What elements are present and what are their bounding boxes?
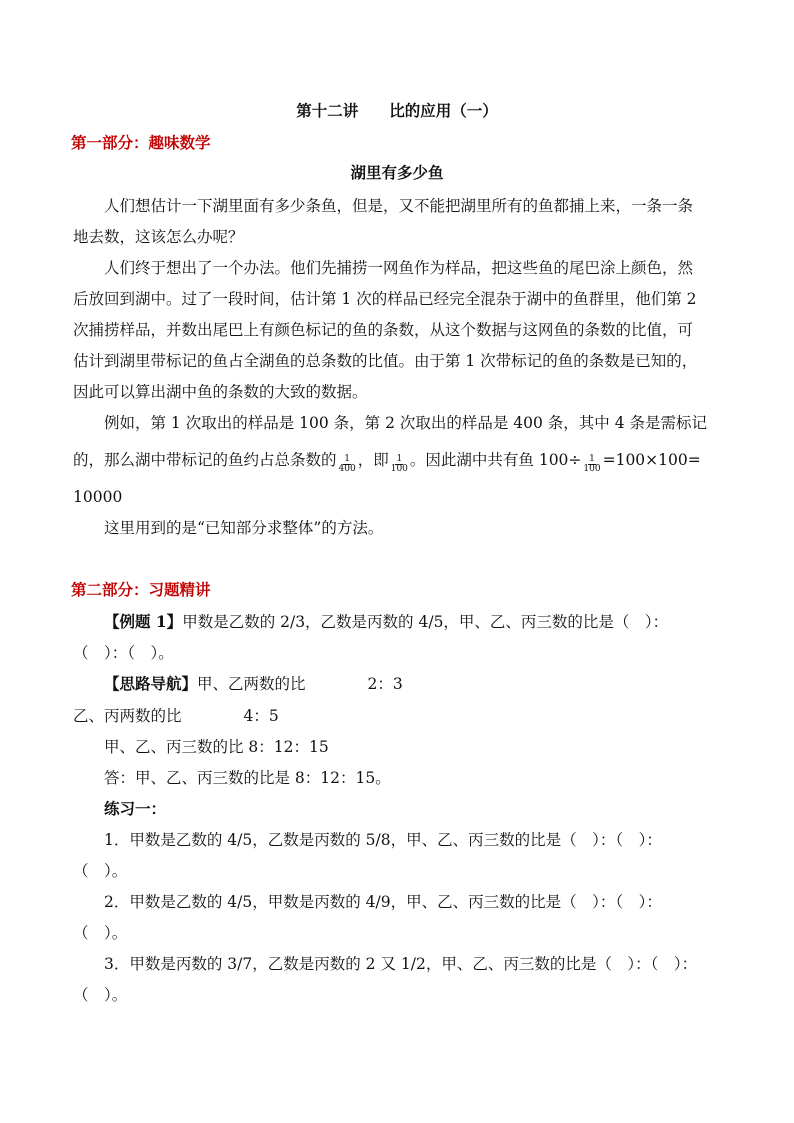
example-tag: 【例题 1】	[104, 612, 183, 631]
exercise-1-line2: （ ）。	[73, 862, 128, 880]
para2-line2: 后放回到湖中。过了一段时间，估计第 1 次的样品已经完全混杂于湖中的鱼群里，他们第 2	[73, 290, 697, 308]
para3-text-b: ，即	[357, 451, 389, 469]
exercise-3-line1: 3．甲数是丙数的 3/7，乙数是丙数的 2 又 1/2，甲、乙、丙三数的比是（ ）：（ ）：	[104, 955, 698, 973]
para2-line3: 次捕捞样品，并数出尾巴上有颜色标记的鱼的条数，从这个数据与这网鱼的条数的比值，可	[73, 321, 694, 339]
exercise-2-line1: 2．甲数是乙数的 4/5，甲数是丙数的 4/9，甲、乙、丙三数的比是（ ）：（ ）：	[104, 893, 662, 911]
para3-line3: 10000	[73, 488, 123, 506]
para4: 这里用到的是“已知部分求整体”的方法。	[104, 519, 384, 537]
fraction-1-100-b: $\frac{1}{100}$	[583, 453, 601, 474]
exercise-1-line1: 1．甲数是乙数的 4/5，乙数是丙数的 5/8，甲、乙、丙三数的比是（ ）：（ ）：	[104, 831, 662, 849]
answer: 答：甲、乙、丙三数的比是 8：12：15。	[104, 769, 391, 787]
page-title: 第十二讲 比的应用（一）	[296, 101, 498, 120]
para3-text-c: 。因此湖中共有鱼 100÷	[409, 451, 582, 469]
para1-line2: 地去数，这该怎么办呢？	[73, 228, 244, 246]
example-text: 甲数是乙数的 2/3，乙数是丙数的 4/5，甲、乙、丙三数的比是（ ）：	[182, 613, 669, 631]
practice-title: 练习一：	[104, 799, 167, 818]
example-1-line2: （ ）：（ ）。	[73, 644, 174, 662]
hint-line1	[104, 674, 403, 694]
example-1	[104, 612, 668, 632]
exercise-3-line2: （ ）。	[73, 986, 128, 1004]
para3-line2	[73, 450, 701, 474]
story-title: 湖里有多少鱼	[350, 163, 444, 182]
hint-tag: 【思路导航】	[104, 674, 198, 693]
para2-line5: 因此可以算出湖中鱼的条数的大致的数据。	[73, 383, 368, 401]
para2-line4: 估计到湖里带标记的鱼占全湖鱼的总条数的比值。由于第 1 次带标记的鱼的条数是已知的，	[73, 352, 698, 370]
section-heading-part1: 第一部分：趣味数学	[71, 133, 211, 152]
para3-text-d: =100×100=	[602, 451, 701, 469]
para3-text-a: 的，那么湖中带标记的鱼约占总条数的	[73, 451, 337, 469]
hint-line3: 甲、乙、丙三数的比 8：12：15	[104, 738, 329, 756]
hint-line2: 乙、丙两数的比 4：5	[73, 707, 279, 725]
para2-line1: 人们终于想出了一个办法。他们先捕捞一网鱼作为样品，把这些鱼的尾巴涂上颜色，然	[104, 259, 694, 277]
exercise-2-line2: （ ）。	[73, 924, 128, 942]
para3-line1: 例如，第 1 次取出的样品是 100 条，第 2 次取出的样品是 400 条，其中 4 条是需标记	[104, 414, 708, 432]
hint-text-1: 甲、乙两数的比 2：3	[197, 675, 403, 693]
fraction-1-100: $\frac{1}{100}$	[390, 453, 408, 474]
fraction-1-400: $\frac{1}{400}$	[338, 453, 356, 474]
section-heading-part2: 第二部分：习题精讲	[71, 580, 211, 599]
para1-line1: 人们想估计一下湖里面有多少条鱼，但是，又不能把湖里所有的鱼都捕上来，一条一条	[104, 197, 694, 215]
